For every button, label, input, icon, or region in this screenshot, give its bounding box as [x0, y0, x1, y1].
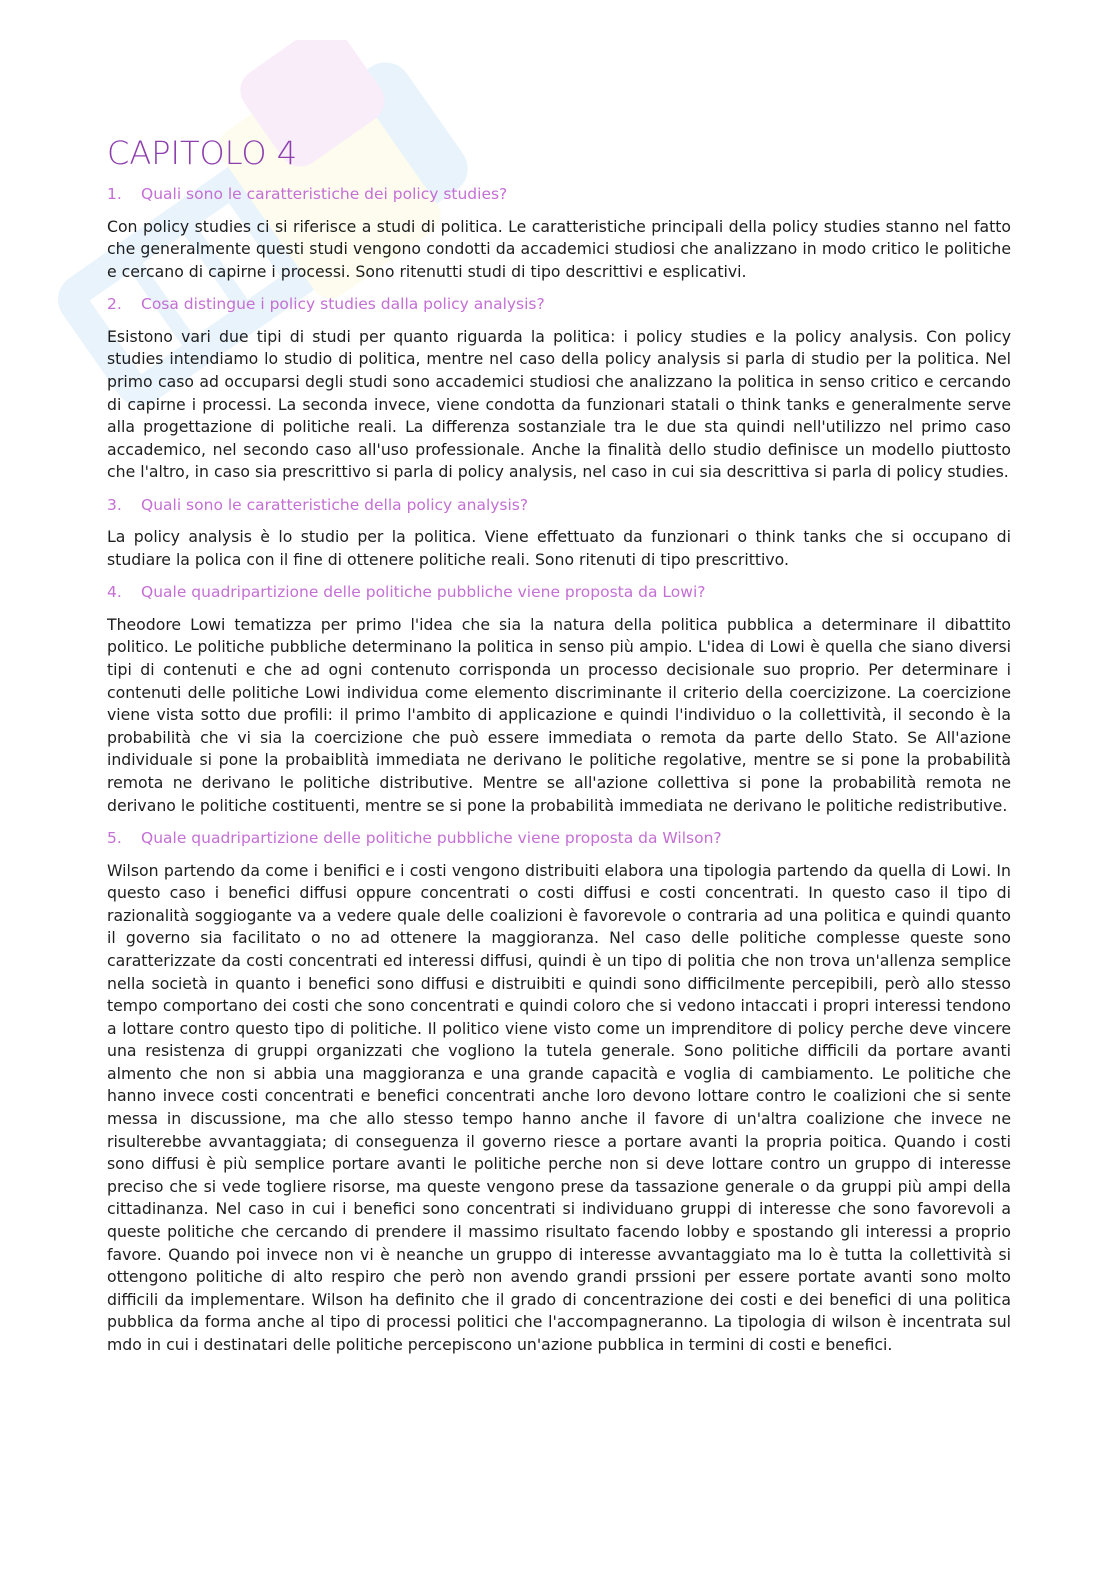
question-number: 1. [107, 185, 122, 204]
question-number: 4. [107, 583, 122, 602]
question-text: Quali sono le caratteristiche dei policy studies? [141, 185, 508, 204]
question-heading [107, 295, 1011, 314]
question-heading [107, 496, 1011, 515]
section-5 [107, 829, 1011, 1356]
question-heading [107, 829, 1011, 848]
question-number: 5. [107, 829, 122, 848]
section-3 [107, 496, 1011, 572]
question-text: Quale quadripartizione delle politiche pubbliche viene proposta da Lowi? [141, 583, 706, 602]
answer-paragraph: Theodore Lowi tematizza per primo l'idea che sia la natura della politica pubblica a determinare il dibattito politico. Le politiche pubbliche determinano la politica in senso più ampio. L'idea di Lowi è quella che siano diversi tipi di contenuti e che ad ogni contenuto corrisponda un processo decisionale suo proprio. Per determinare i contenuti delle politiche Lowi individua come elemento discriminante il criterio della coercizizone. La coercizione viene vista sotto due profili: il primo l'ambito di applicazione e quindi l'individuo o la collettività, il secondo è la probabilità che vi sia la coercizione che può essere immediata o remota da parte dello Stato. Se All'azione individuale si pone la probaiblità immediata ne derivano le politiche regolative, mentre se si pone la probabilità remota ne derivano le politiche distributive. Mentre se all'azione collettiva si pone la probabilità remota ne derivano le politiche costituenti, mentre se si pone la probabilità immediata ne derivano le politiche redistributive. [107, 614, 1011, 815]
document-page [107, 136, 1011, 1369]
answer-paragraph: Con policy studies ci si riferisce a studi di politica. Le caratteristiche principali della policy studies stanno nel fatto che generalmente questi studi vengono condotti da accademici studiosi che analizzano in modo critico le politiche e cercano di capirne i processi. Sono ritenutti studi di tipo descrittivi e esplicativi. [107, 216, 1011, 281]
chapter-title: CAPITOLO 4 [107, 134, 298, 172]
question-text: Quale quadripartizione delle politiche pubbliche viene proposta da Wilson? [141, 829, 722, 848]
answer-paragraph: Wilson partendo da come i benifici e i costi vengono distribuiti elabora una tipologia partendo da quella di Lowi. In questo caso i benefici diffusi oppure concentrati o costi diffusi e costi concentrati. In questo caso il tipo di razionalità soggiogante va a vedere quale delle coalizioni è favorevole o contraria ad una politica e quindi quanto il governo sia facilitato o no ad ottenere la maggioranza. Nel caso delle politiche complesse queste sono caratterizzate da costi concentrati ed interessi diffusi, quindi è un tipo di politia che non trova un'allenza semplice nella società in quanto i benefici sono diffusi e distruibiti e quindi sono difficilmente percepibili, però allo stesso tempo comportano dei costi che sono concentrati e quindi coloro che si vedono intaccati i propri interessi tendono a lottare contro questo tipo di politiche. Il politico viene visto come un imprenditore di policy perche deve vincere una resistenza di gruppi organizzati che vogliono la tutela generale. Sono politiche difficili da portare avanti almento che non si abbia una maggioranza e una grande capacità e voglia di cambiamento. Le politiche che hanno invece costi concentrati e benefici concentrati anche loro devono lottare contro le coalizioni che si sente messa in discussione, ma che allo stesso tempo hanno anche il favore di un'altra coalizione che invece ne risulterebbe avvantaggiata; di conseguenza il governo riesce a portare avanti la propria poitica. Quando i costi sono diffusi è più semplice portare avanti le politiche perche non si deve lottare contro un gruppo di interesse preciso che si vede togliere risorse, ma queste vengono prese da tassazione generale o da gruppi più ampi della cittadinanza. Nel caso in cui i benefici sono concentrati si individuano gruppi di interesse che sono favorevoli a queste politiche che cercando di prendere il massimo risultato facendo lobby e spostando gli interessi a proprio favore. Quando poi invece non vi è neanche un gruppo di interesse avvantaggiato ma lo è tutta la collettività si ottengono politiche di alto respiro che però non avendo grandi prssioni per essere portate avanti sono molto difficili da implementare. Wilson ha definito che il grado di concentrazione dei costi e dei benefici di una politica pubblica da forma anche al tipo di processi politici che l'accompagneranno. La tipologia di wilson è incentrata sul mdo in cui i destinatari delle politiche percepiscono un'azione pubblica in termini di costi e benefici. [107, 860, 1011, 1354]
question-text: Quali sono le caratteristiche della policy analysis? [141, 495, 529, 514]
question-text: Cosa distingue i policy studies dalla policy analysis? [141, 295, 545, 314]
section-2 [107, 295, 1011, 484]
question-number: 3. [107, 495, 122, 514]
section-1 [107, 185, 1011, 283]
question-heading [107, 583, 1011, 602]
question-heading [107, 185, 1011, 204]
section-4 [107, 583, 1011, 817]
answer-paragraph: Esistono vari due tipi di studi per quanto riguarda la politica: i policy studies e la policy analysis. Con policy studies intendiamo lo studio di politica, mentre nel caso della policy analysis si parla di studio per la politica. Nel primo caso ad occuparsi degli studi sono accademici studiosi che analizzano la politica in senso critico e cercando di capirne i processi. La seconda invece, viene condotta da funzionari statali o think tanks e generalmente serve alla progettazione di politiche reali. La differenza sostanziale tra le due sta quindi nell'utilizzo nel primo caso accademico, nel secondo caso all'uso professionale. Anche la finalità dello studio definisce un modello piuttosto che l'altro, in caso sia prescrittivo si parla di policy analysis, nel caso in cui sia descrittiva si parla di policy studies. [107, 326, 1011, 482]
answer-paragraph: La policy analysis è lo studio per la politica. Viene effettuato da funzionari o think tanks che si occupano di studiare la polica con il fine di ottenere politiche reali. Sono ritenuti di tipo prescrittivo. [107, 527, 1011, 569]
question-number: 2. [107, 295, 122, 314]
